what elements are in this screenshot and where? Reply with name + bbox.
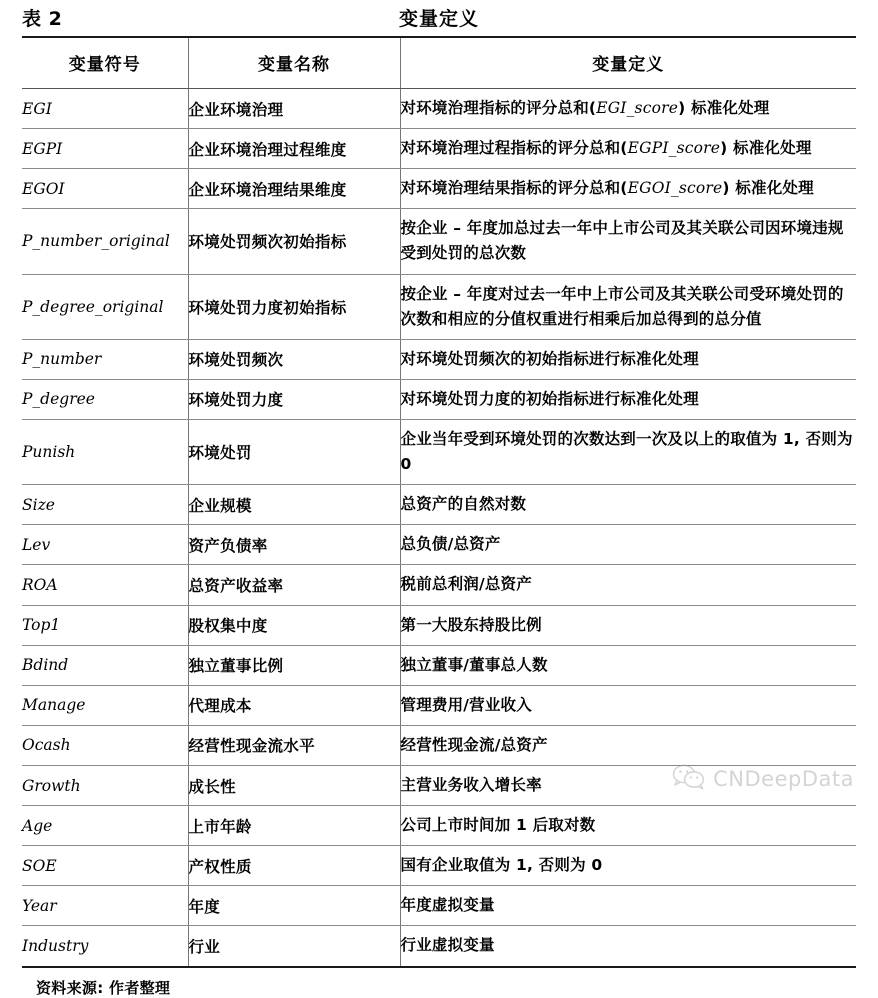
cell-variable-name: 代理成本: [188, 685, 400, 725]
cell-variable-definition: 主营业务收入增长率: [400, 765, 856, 805]
table-row: [22, 274, 856, 339]
cell-variable-definition: 对环境治理结果指标的评分总和(EGOI_score) 标准化处理: [400, 169, 856, 209]
table-row: [22, 645, 856, 685]
cell-variable-name: 产权性质: [188, 846, 400, 886]
table-row: [22, 379, 856, 419]
column-header-definition: 变量定义: [400, 37, 856, 89]
cell-variable-symbol: P_number_original: [22, 209, 188, 274]
page-title: 变量定义: [398, 8, 479, 30]
watermark-label: CNDeepData: [713, 767, 854, 791]
cell-variable-symbol: Bdind: [22, 645, 188, 685]
table-row: [22, 209, 856, 274]
cell-variable-name: 资产负债率: [188, 525, 400, 565]
cell-variable-name: 股权集中度: [188, 605, 400, 645]
cell-variable-name: 成长性: [188, 765, 400, 805]
cell-variable-symbol: Growth: [22, 765, 188, 805]
cell-variable-symbol: Size: [22, 485, 188, 525]
cell-variable-name: 企业规模: [188, 485, 400, 525]
column-header-name: 变量名称: [188, 37, 400, 89]
table-row: [22, 129, 856, 169]
cell-variable-symbol: Age: [22, 806, 188, 846]
cell-variable-name: 经营性现金流水平: [188, 725, 400, 765]
cell-variable-definition: 按企业 – 年度对过去一年中上市公司及其关联公司受环境处罚的次数和相应的分值权重进行相乘后加总得到的总分值: [400, 274, 856, 339]
cell-variable-definition: 独立董事/董事总人数: [400, 645, 856, 685]
cell-variable-definition: 企业当年受到环境处罚的次数达到一次及以上的取值为 1, 否则为 0: [400, 419, 856, 484]
table-row: [22, 765, 856, 805]
table-row: [22, 725, 856, 765]
cell-variable-definition: 对环境治理过程指标的评分总和(EGPI_score) 标准化处理: [400, 129, 856, 169]
cell-variable-definition: 按企业 – 年度加总过去一年中上市公司及其关联公司因环境违规受到处罚的总次数: [400, 209, 856, 274]
table-row: [22, 89, 856, 129]
table-row: [22, 485, 856, 525]
cell-variable-definition: 对环境处罚力度的初始指标进行标准化处理: [400, 379, 856, 419]
table-number-label: 表 2: [22, 8, 63, 30]
table-row: [22, 339, 856, 379]
table-header: [22, 37, 856, 89]
table-row: [22, 419, 856, 484]
cell-variable-definition: 经营性现金流/总资产: [400, 725, 856, 765]
cell-variable-name: 环境处罚: [188, 419, 400, 484]
variable-definition-table-wrapper: [22, 36, 856, 968]
cell-variable-definition: 对环境处罚频次的初始指标进行标准化处理: [400, 339, 856, 379]
table-row: [22, 926, 856, 967]
cell-variable-name: 独立董事比例: [188, 645, 400, 685]
cell-variable-name: 总资产收益率: [188, 565, 400, 605]
cell-variable-definition: 第一大股东持股比例: [400, 605, 856, 645]
cell-variable-symbol: Lev: [22, 525, 188, 565]
cell-variable-name: 年度: [188, 886, 400, 926]
table-row: [22, 565, 856, 605]
cell-variable-definition: 税前总利润/总资产: [400, 565, 856, 605]
cell-variable-symbol: EGPI: [22, 129, 188, 169]
column-header-symbol: 变量符号: [22, 37, 188, 89]
cell-variable-definition: 年度虚拟变量: [400, 886, 856, 926]
cell-variable-definition: 总资产的自然对数: [400, 485, 856, 525]
cell-variable-definition: 对环境治理指标的评分总和(EGI_score) 标准化处理: [400, 89, 856, 129]
cell-variable-name: 行业: [188, 926, 400, 967]
cell-variable-symbol: Manage: [22, 685, 188, 725]
source-note: 资料来源: 作者整理: [36, 978, 171, 997]
cell-variable-symbol: P_number: [22, 339, 188, 379]
table-header-row: [22, 37, 856, 89]
cell-variable-symbol: P_degree_original: [22, 274, 188, 339]
cell-variable-symbol: Ocash: [22, 725, 188, 765]
cell-variable-symbol: SOE: [22, 846, 188, 886]
cell-variable-name: 企业环境治理: [188, 89, 400, 129]
cell-variable-name: 环境处罚频次初始指标: [188, 209, 400, 274]
table-body: [22, 89, 856, 967]
cell-variable-symbol: P_degree: [22, 379, 188, 419]
cell-variable-name: 环境处罚频次: [188, 339, 400, 379]
table-caption: [0, 0, 878, 36]
cell-variable-name: 环境处罚力度初始指标: [188, 274, 400, 339]
cell-variable-symbol: EGI: [22, 89, 188, 129]
cell-variable-symbol: EGOI: [22, 169, 188, 209]
cell-variable-definition: 管理费用/营业收入: [400, 685, 856, 725]
table-row: [22, 685, 856, 725]
cell-variable-definition: 总负债/总资产: [400, 525, 856, 565]
cell-variable-symbol: Top1: [22, 605, 188, 645]
cell-variable-symbol: ROA: [22, 565, 188, 605]
variable-definition-table: [22, 36, 856, 968]
cell-variable-definition: 国有企业取值为 1, 否则为 0: [400, 846, 856, 886]
table-row: [22, 806, 856, 846]
cell-variable-name: 企业环境治理过程维度: [188, 129, 400, 169]
table-row: [22, 886, 856, 926]
table-row: [22, 525, 856, 565]
table-row: [22, 169, 856, 209]
table-row: [22, 846, 856, 886]
cell-variable-name: 环境处罚力度: [188, 379, 400, 419]
table-row: [22, 605, 856, 645]
cell-variable-symbol: Punish: [22, 419, 188, 484]
cell-variable-symbol: Year: [22, 886, 188, 926]
cell-variable-name: 上市年龄: [188, 806, 400, 846]
cell-variable-name: 企业环境治理结果维度: [188, 169, 400, 209]
cell-variable-definition: 公司上市时间加 1 后取对数: [400, 806, 856, 846]
cell-variable-definition: 行业虚拟变量: [400, 926, 856, 967]
cell-variable-symbol: Industry: [22, 926, 188, 967]
